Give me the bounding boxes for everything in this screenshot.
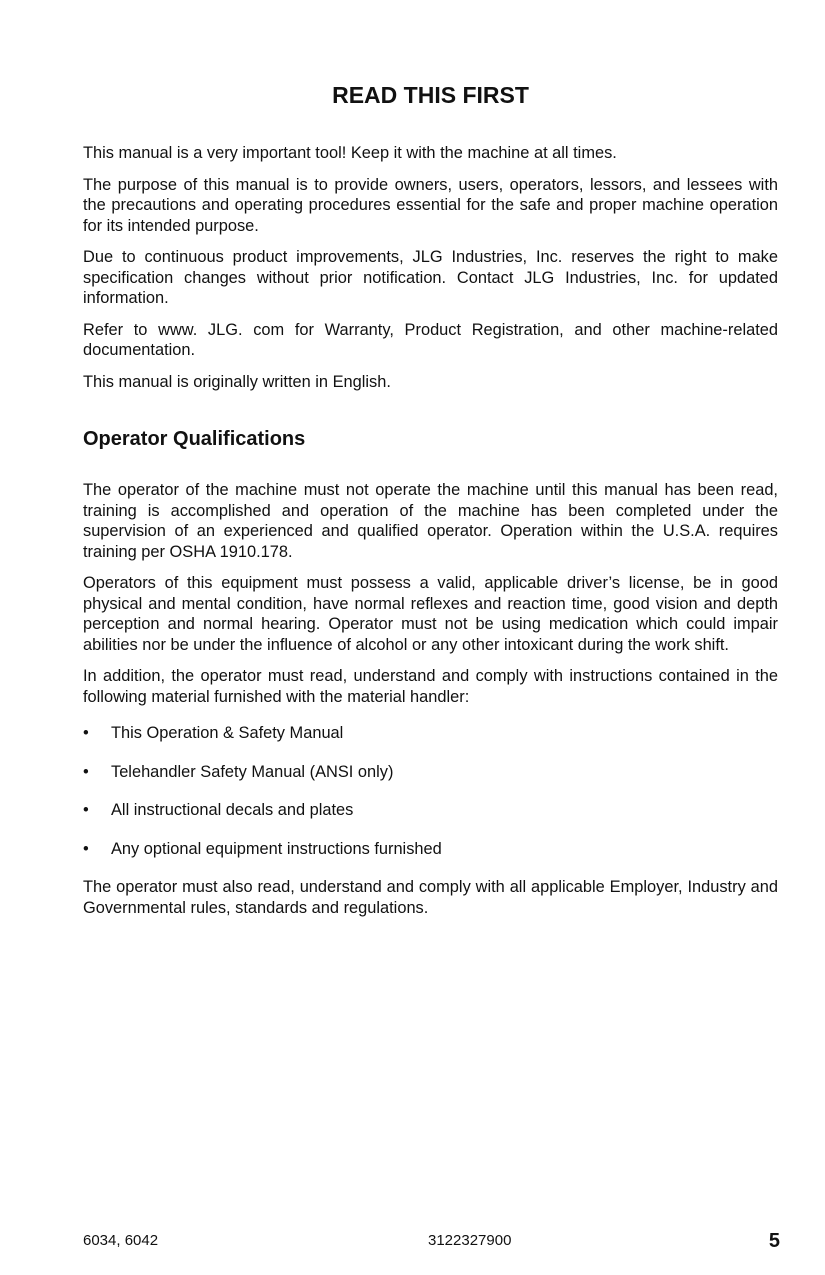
page-number: 5 [768,1230,780,1252]
bullet-icon: • [83,839,89,858]
list-item [83,723,778,744]
bullet-icon: • [83,801,89,819]
page-footer [83,1230,780,1254]
intro-paragraph: This manual is originally written in English. [83,372,391,391]
list-item-text: This Operation & Safety Manual [111,724,344,742]
list-item [83,839,778,860]
list-item-text: Telehandler Safety Manual (ANSI only) [111,762,394,781]
page-title: READ THIS FIRST [332,82,529,108]
bullet-icon: • [83,724,89,742]
section-heading: Operator Qualifications [83,428,306,450]
section-paragraph: In addition, the operator must read, understand and comply with instructions contained in the following material furnished with the material handler: [83,667,778,706]
list-item [83,800,778,821]
section-paragraph: The operator of the machine must not operate the machine until this manual has been read, training is accomplished and operation of the machine has been completed under the supervision of an experienced and qualified operator. Operation within the U.S.A. requires training per OSHA 1910.178. [83,481,778,561]
bullet-icon: • [83,762,89,781]
footer-models: 6034, 6042 [83,1232,159,1249]
materials-list [83,723,778,859]
intro-section [83,143,778,403]
closing-paragraph: The operator must also read, understand and comply with all applicable Employer, Industry and Governmental rules, standards and regulations. [83,878,778,917]
intro-paragraph: Refer to www. JLG. com for Warranty, Product Registration, and other machine-related documentation. [83,320,778,359]
list-item-text: All instructional decals and plates [111,801,354,819]
list-item [83,762,778,783]
section-paragraph: Operators of this equipment must possess a valid, applicable driver’s license, be in good physical and mental condition, have normal reflexes and reaction time, good vision and depth perception and normal hearing. Operator must not be using medication which could impair abilities nor be under the influence of alcohol or any other intoxicant during the work shift. [83,574,778,654]
qualifications-section [83,480,778,929]
intro-paragraph: The purpose of this manual is to provide owners, users, operators, lessors, and lessees with the precautions and operating procedures essential for the safe and proper machine operation for its intended purpose. [83,175,778,235]
footer-part-number: 3122327900 [428,1232,512,1249]
list-item-text: Any optional equipment instructions furnished [111,839,442,858]
intro-paragraph: This manual is a very important tool! Keep it with the machine at all times. [83,144,617,162]
intro-paragraph: Due to continuous product improvements, JLG Industries, Inc. reserves the right to make specification changes without prior notification. Contact JLG Industries, Inc. for updated information. [83,248,778,307]
